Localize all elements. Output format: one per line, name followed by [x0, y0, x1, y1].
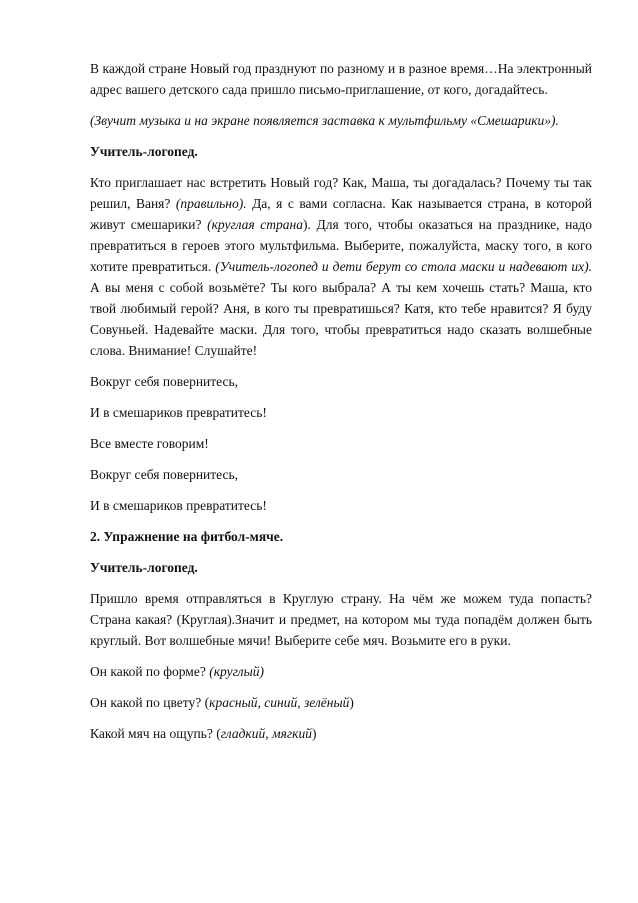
verse-line-1: Вокруг себя повернитесь,: [90, 374, 239, 389]
speech-text-2: Да, я с вами согласна. Как называется страна, в которой живут смешарики?: [90, 196, 592, 232]
speech-remark-1: (правильно).: [175, 196, 247, 211]
intro-paragraph: В каждой стране Новый год празднуют по разному и в разное время…На электронный адрес вашего детского сада пришло письмо-приглашение, от кого, догадайтесь.: [90, 61, 592, 97]
speech-remark-2: (круглая страна: [207, 217, 303, 232]
speech-text-1: Кто приглашает нас встретить Новый год? Как, Маша, ты догадалась? Почему ты так решил, Ваня?: [90, 175, 592, 211]
question-color-text: Он какой по цвету? (: [90, 695, 210, 710]
speech-remark-3: (Учитель-логопед и дети берут со стола маски и надевают их).: [215, 259, 592, 274]
question-color-close: ): [349, 695, 354, 710]
question-touch-text: Какой мяч на ощупь? (: [90, 726, 221, 741]
question-shape-text: Он какой по форме?: [90, 664, 210, 679]
document-page: [90, 58, 592, 754]
stage-direction: (Звучит музыка и на экране появляется заставка к мультфильму «Смешарики»).: [90, 113, 559, 128]
verse-line-5: И в смешариков превратитесь!: [90, 498, 267, 513]
speech-text-3: ). Для того, чтобы оказаться на празднике, надо превратиться в героев этого мультфильма. Выберите, пожалуйста, маску того, в кого хотите превратиться.: [90, 217, 592, 274]
question-color-answer: красный, синий, зелёный: [209, 695, 350, 710]
section-heading: 2. Упражнение на фитбол-мяче.: [90, 529, 284, 544]
question-shape: [90, 661, 592, 682]
speaker-heading-1: Учитель-логопед.: [90, 144, 198, 159]
verse-line-3: Все вместе говорим!: [90, 436, 209, 451]
ball-paragraph: Пришло время отправляться в Круглую страну. На чём же можем туда попасть? Страна какая? (Круглая).Значит и предмет, на котором мы туда попадём должен быть круглый. Вот волшебные мячи! Выберите себе мяч. Возьмите его в руки.: [90, 591, 592, 648]
question-touch: [90, 723, 592, 744]
speech-paragraph: [90, 172, 592, 361]
question-shape-answer: (круглый): [209, 664, 264, 679]
speaker-heading-2: Учитель-логопед.: [90, 560, 198, 575]
question-touch-answer: гладкий, мягкий: [220, 726, 312, 741]
question-touch-close: ): [311, 726, 317, 741]
verse-line-2: И в смешариков превратитесь!: [90, 405, 267, 420]
speech-text-4: А вы меня с собой возьмёте? Ты кого выбрала? А ты кем хочешь стать? Маша, кто твой любимый герой? Аня, в кого ты превратишься? Катя, кто тебе нравится? Я буду Совуньей. Надевайте маски. Для того, чтобы превратиться надо сказать волшебные слова. Внимание! Слушайте!: [90, 280, 592, 358]
question-color: [90, 692, 592, 713]
verse-line-4: Вокруг себя повернитесь,: [90, 467, 239, 482]
